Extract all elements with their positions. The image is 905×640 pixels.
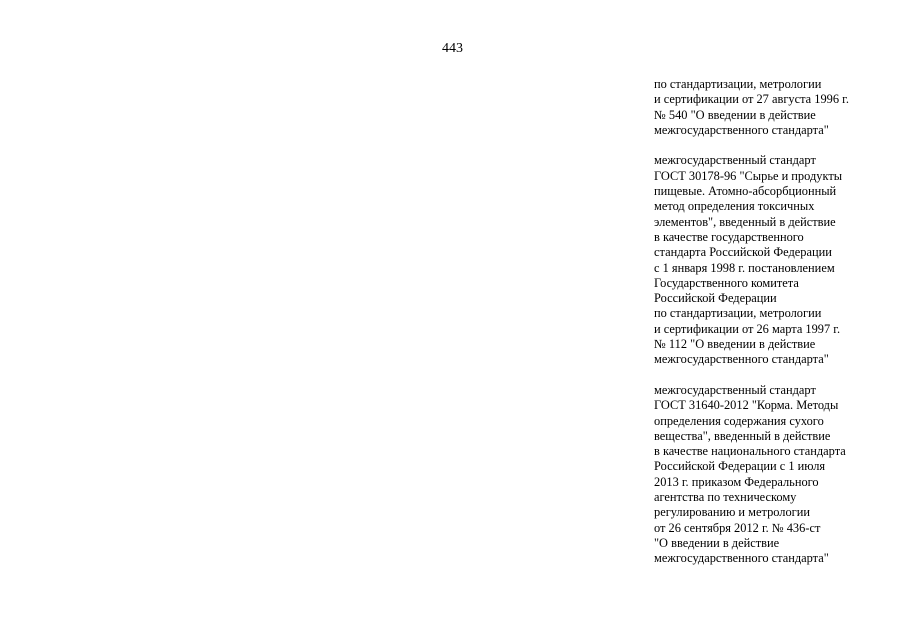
text-line: пищевые. Атомно-абсорбционный (654, 184, 837, 199)
paragraph-1 (654, 77, 894, 138)
text-line: по стандартизации, метрологии (654, 77, 822, 91)
text-line: № 112 "О введении в действие (654, 337, 816, 352)
text-line: вещества", введенный в действие (654, 428, 831, 443)
page-number: 443 (442, 41, 463, 56)
text-line: от 26 сентября 2012 г. № 436-ст (654, 520, 821, 535)
text-line: межгосударственного стандарта" (654, 122, 829, 137)
text-line: регулированию и метрологии (654, 505, 811, 520)
text-line: межгосударственный стандарт (654, 153, 816, 168)
text-line: стандарта Российской Федерации (654, 245, 832, 260)
text-line: Государственного комитета (654, 275, 799, 290)
text-line: № 540 "О введении в действие (654, 107, 816, 122)
text-line: Российской Федерации с 1 июля (654, 459, 826, 474)
text-line: по стандартизации, метрологии (654, 306, 822, 321)
paragraph-2 (654, 153, 894, 367)
text-line: элементов", введенный в действие (654, 214, 836, 229)
text-line: с 1 января 1998 г. постановлением (654, 260, 835, 275)
text-column (654, 77, 894, 582)
text-line: межгосударственный стандарт (654, 382, 816, 397)
text-line: и сертификации от 26 марта 1997 г. (654, 321, 841, 336)
text-line: 2013 г. приказом Федерального (654, 474, 819, 489)
text-line: определения содержания сухого (654, 413, 824, 428)
text-line: и сертификации от 27 августа 1996 г. (654, 92, 849, 107)
paragraph-3 (654, 383, 894, 567)
text-line: в качестве государственного (654, 229, 804, 244)
text-line: агентства по техническому (654, 490, 797, 505)
text-line: межгосударственного стандарта" (654, 352, 829, 367)
text-line: метод определения токсичных (654, 199, 815, 214)
text-line: межгосударственного стандарта" (654, 551, 829, 566)
text-line: "О введении в действие (654, 535, 780, 550)
text-line: ГОСТ 31640-2012 "Корма. Методы (654, 398, 839, 413)
text-line: Российской Федерации (654, 291, 777, 306)
text-line: в качестве национального стандарта (654, 444, 846, 459)
text-line: ГОСТ 30178-96 "Сырье и продукты (654, 168, 843, 183)
